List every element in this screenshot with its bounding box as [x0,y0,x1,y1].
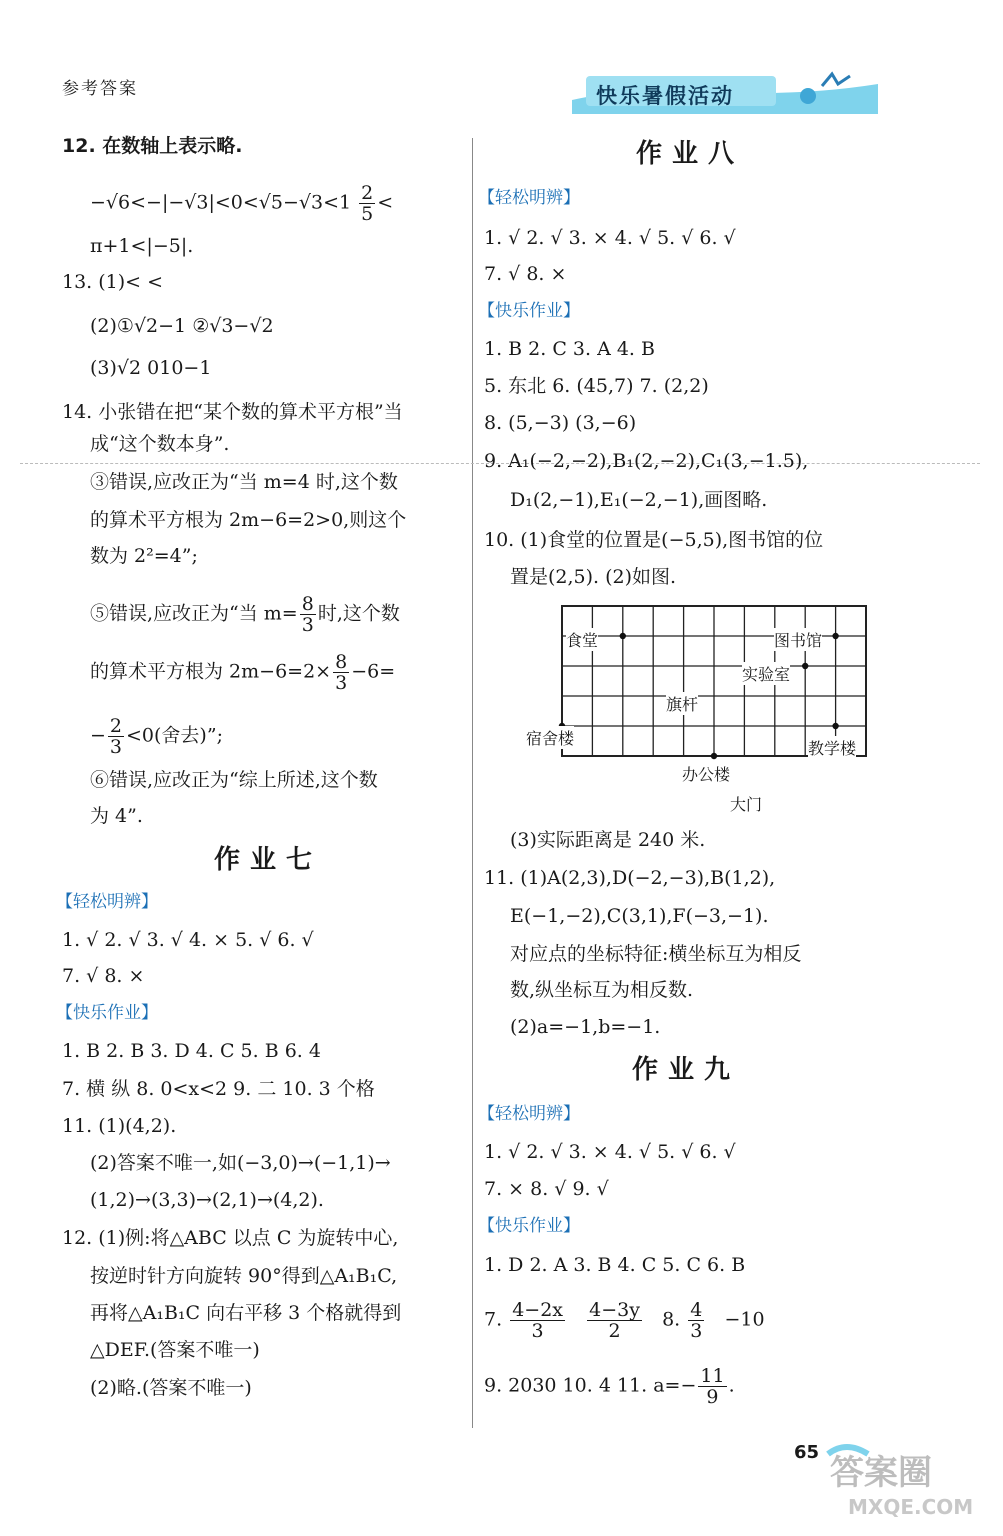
label-teaching: 教学楼 [808,736,856,759]
fraction-num: 4−3y [589,1299,640,1321]
hw8-line9: 置是(2,5). (2)如图. [510,566,677,588]
q14-h [90,716,223,757]
column-divider [472,138,473,1428]
fraction [300,594,316,635]
watermark-shape [822,1440,992,1520]
fraction-num: 4 [690,1299,703,1321]
fraction-den: 3 [335,672,348,694]
hw9-line4-post: −10 [724,1308,765,1331]
fraction-den: 3 [109,736,123,758]
point-lab [802,663,808,669]
hw8-line8: 10. (1)食堂的位置是(−5,5),图书馆的位 [484,529,824,551]
hw8-line15: (2)a=−1,b=−1. [510,1016,661,1038]
hw9-tag-easy: 【轻松明辨】 [478,1104,580,1124]
fraction [587,1300,642,1341]
q14-h-post: <0(舍去)”; [126,724,223,747]
hw8-line14: 数,纵坐标互为相反数. [510,979,694,1001]
header-banner [572,66,878,114]
fraction-num: 8 [301,593,314,615]
q14-g-pre: 的算术平方根为 2m−6=2× [90,660,332,683]
fraction [333,652,349,693]
label-gate: 大门 [730,792,762,815]
q12-inequality-end: π+1<|−5|. [90,235,194,257]
watermark-text-cn: 答案圈 [830,1453,932,1493]
point-teaching [832,723,838,729]
q12-inequality-text: −√6<−|−√3|<0<√5−√3<1 [90,191,352,214]
q14-f-post: 时,这个数 [317,602,400,625]
hw7-title: 作业七 [214,845,323,875]
label-library: 图书馆 [774,628,822,651]
hw8-line6: 9. A₁(−2,−2),B₁(2,−2),C₁(3,−1.5), [484,450,809,472]
header-title: 参考答案 [62,79,138,99]
fraction [108,716,124,757]
hw7-tag-easy: 【轻松明辨】 [56,892,158,912]
fraction-den: 5 [361,203,374,225]
hw9-line5-post: . [728,1374,735,1397]
q14-g [90,652,395,693]
hw7-line5: 11. (1)(4,2). [62,1115,177,1137]
fraction-num: 2 [109,715,123,737]
q14-f [90,594,400,635]
fraction-den: 9 [706,1386,719,1408]
fraction [359,183,375,224]
hw9-line3: 1. D 2. A 3. B 4. C 5. C 6. B [484,1254,746,1276]
hw7-line3: 1. B 2. B 3. D 4. C 5. B 6. 4 [62,1040,321,1062]
hw7-tag-happy: 【快乐作业】 [56,1003,158,1023]
hw8-line5: 8. (5,−3) (3,−6) [484,412,637,434]
hw7-line1: 1. √ 2. √ 3. √ 4. × 5. √ 6. √ [62,929,314,951]
point-canteen [620,633,626,639]
hw8-line3: 1. B 2. C 3. A 4. B [484,338,655,360]
fraction [688,1300,704,1341]
q14-b: 成“这个数本身”. [90,433,230,455]
hw8-line12: E(−1,−2),C(3,1),F(−3,−1). [510,905,769,927]
fraction-den: 3 [690,1320,703,1342]
hw9-line4-mid: 8. [662,1308,681,1331]
page-number: 65 [794,1442,820,1463]
point-gate [712,754,716,758]
hw7-line10: 再将△A₁B₁C 向右平移 3 个格就得到 [90,1302,402,1324]
hw9-tag-happy: 【快乐作业】 [478,1216,580,1236]
hw7-line9: 按逆时针方向旋转 90°得到△A₁B₁C, [90,1265,398,1287]
hw8-line11: 11. (1)A(2,3),D(−2,−3),B(1,2), [484,867,776,889]
hw9-title: 作业九 [632,1055,741,1085]
hw9-line5-pre: 9. 2030 10. 4 11. a=− [484,1374,697,1397]
fraction-den: 2 [608,1320,621,1342]
q12-inequality: −√6<−|−√3|<0<√5−√3<1 $\frac{2}{5}$ < [90,182,394,225]
fraction-den: 3 [531,1320,544,1342]
hw8-line7: D₁(2,−1),E₁(−2,−1),画图略. [510,489,768,511]
q14-c: ③错误,应改正为“当 m=4 时,这个数 [90,471,398,493]
hw7-line6: (2)答案不唯一,如(−3,0)→(−1,1)→ [90,1152,391,1174]
fraction-num: 2 [361,182,374,204]
banner-title: 快乐暑假活动 [596,84,734,108]
q14-g-post: −6= [351,660,396,683]
campus-map [522,600,902,814]
q13-1: 13. (1)< < [62,271,164,293]
hw9-line4 [484,1300,765,1341]
fraction-den: 3 [301,614,314,636]
fraction [510,1300,565,1341]
q14-i: ⑥错误,应改正为“综上所述,这个数 [90,769,378,791]
label-office: 办公楼 [682,762,730,785]
fraction [698,1366,726,1407]
fraction-num: 8 [335,651,348,673]
hw9-line1: 1. √ 2. √ 3. × 4. √ 5. √ 6. √ [484,1141,736,1163]
label-flagpole: 旗杆 [666,692,698,715]
hw7-line11: △DEF.(答案不唯一) [90,1339,260,1361]
hw7-line2: 7. √ 8. × [62,965,145,987]
fraction-num: 4−2x [512,1299,563,1321]
hw8-line1: 1. √ 2. √ 3. × 4. √ 5. √ 6. √ [484,227,736,249]
q12-line: 12. 在数轴上表示略. [62,135,243,157]
hw8-tag-easy: 【轻松明辨】 [478,188,580,208]
hw7-line8: 12. (1)例:将△ABC 以点 C 为旋转中心, [62,1227,399,1249]
label-canteen: 食堂 [566,628,598,651]
hw7-line4: 7. 横 纵 8. 0<x<2 9. 二 10. 3 个格 [62,1078,375,1100]
hw7-line12: (2)略.(答案不唯一) [90,1377,252,1399]
q14-h-pre: − [90,724,106,747]
hw8-line4: 5. 东北 6. (45,7) 7. (2,2) [484,375,709,397]
q13-2: (2)①√2−1 ②√3−√2 [90,315,274,337]
hw9-line2: 7. × 8. √ 9. √ [484,1178,609,1200]
hw8-tag-happy: 【快乐作业】 [478,301,580,321]
watermark-text-url: MXQE.COM [848,1495,974,1519]
fraction-num: 11 [700,1365,725,1387]
watermark-logo [822,1440,992,1525]
q14-a: 14. 小张错在把“某个数的算术平方根”当 [62,401,403,423]
hw8-title: 作业八 [636,139,745,169]
label-dorm: 宿舍楼 [526,726,574,749]
hw8-line2: 7. √ 8. × [484,263,567,285]
hw9-line5 [484,1366,735,1407]
q14-j: 为 4”. [90,805,143,827]
point-library [832,633,838,639]
label-lab: 实验室 [742,662,790,685]
hw9-line4-pre: 7. [484,1308,503,1331]
hw8-line13: 对应点的坐标特征:横坐标互为相反 [510,943,802,965]
q14-e: 数为 2²=4”; [90,545,198,567]
hw7-line7: (1,2)→(3,3)→(2,1)→(4,2). [90,1189,324,1211]
q14-f-pre: ⑤错误,应改正为“当 m= [90,602,298,625]
q13-3: (3)√2 010−1 [90,357,212,379]
q14-d: 的算术平方根为 2m−6=2>0,则这个 [90,509,407,531]
hw8-line10: (3)实际距离是 240 米. [510,829,706,851]
